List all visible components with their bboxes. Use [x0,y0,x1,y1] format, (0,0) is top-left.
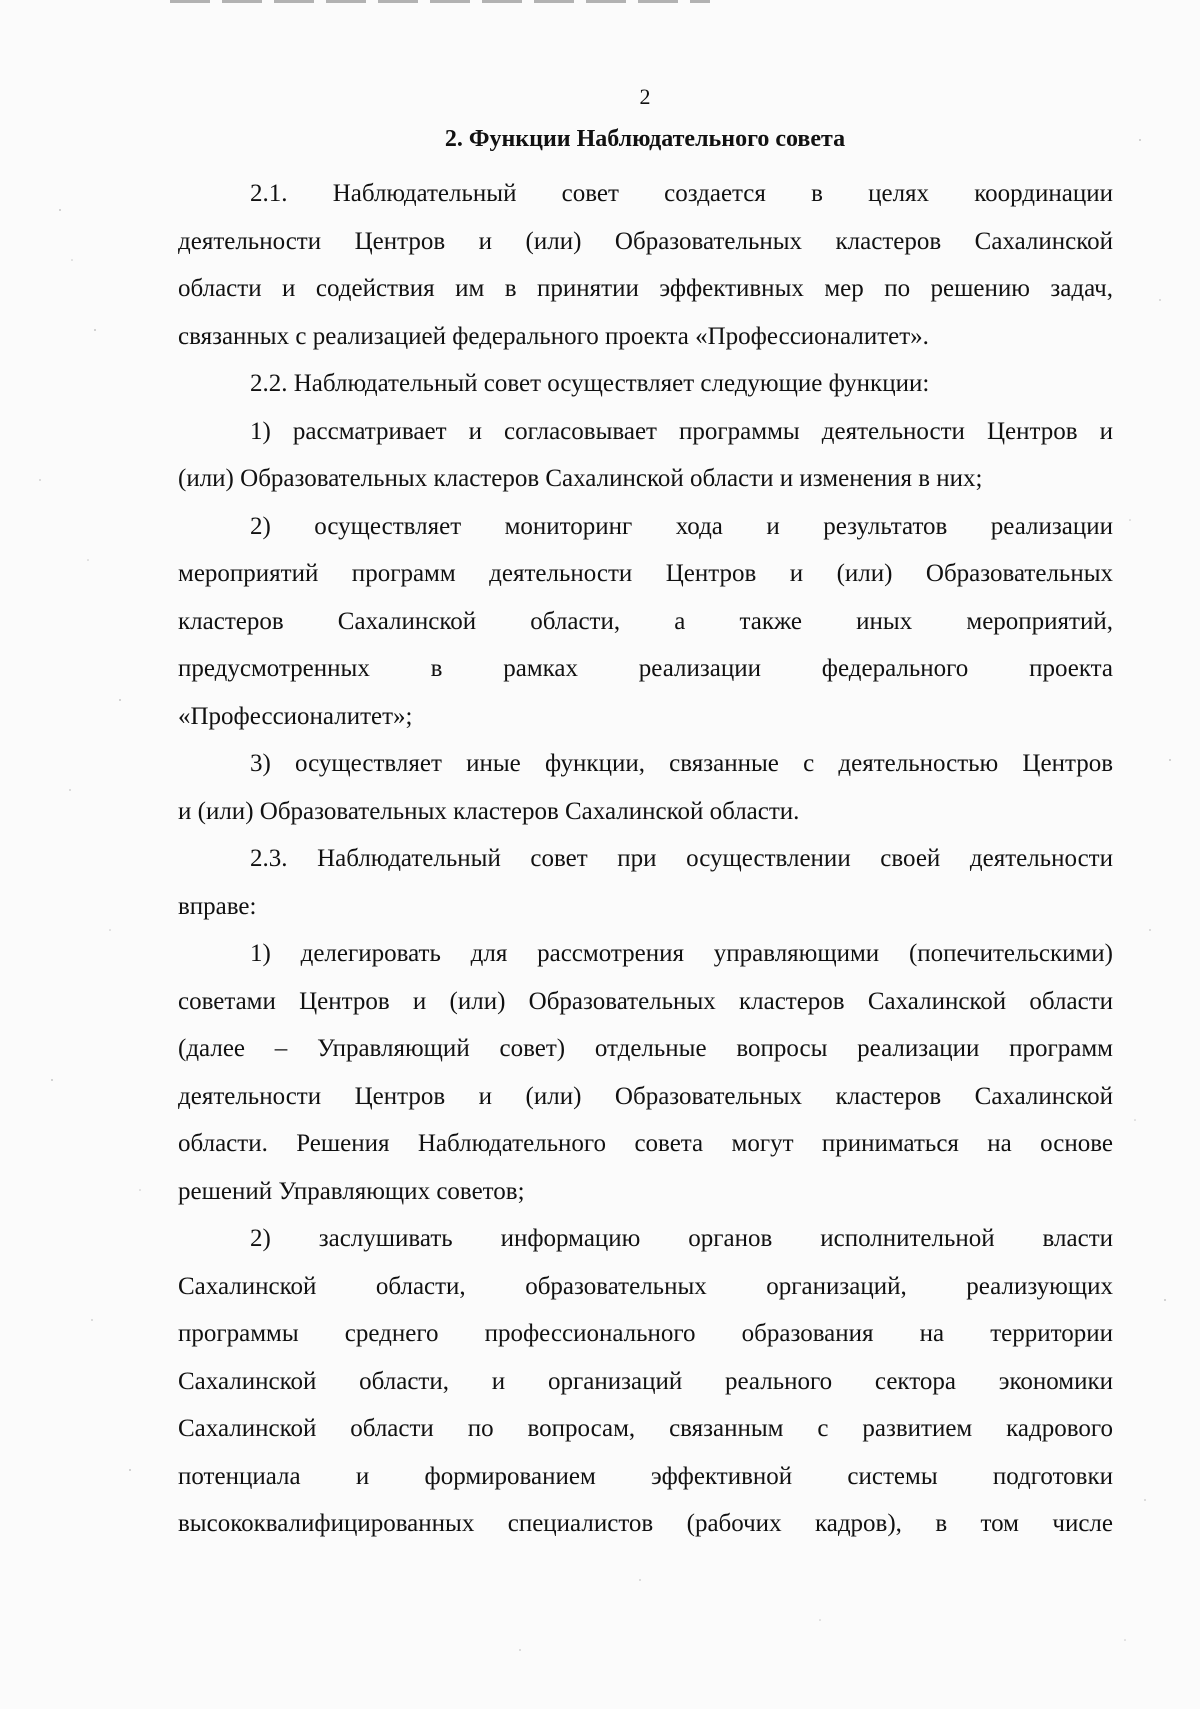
text-line: вправе: [178,892,257,920]
paragraph-2-2 [178,360,1113,408]
text-line: 2) осуществляет мониторинг хода и результатов реализации [250,512,1113,540]
text-line: области. Решения Наблюдательного совета могут приниматься на основе [178,1130,1113,1157]
list-item-2-2-3 [178,740,1113,835]
text-line: 2.2. Наблюдательный совет осуществляет следующие функции: [250,370,930,397]
text-line: программы среднего профессионального образования на территории [178,1320,1113,1347]
text-line: 1) делегировать для рассмотрения управляющими (попечительскими) [250,940,1113,967]
text-line: предусмотренных в рамках реализации федерального проекта [178,655,1113,682]
text-line: 1) рассматривает и согласовывает программы деятельности Центров и [250,417,1113,445]
text-line: деятельности Центров и (или) Образовательных кластеров Сахалинской [178,1082,1113,1110]
text-line: советами Центров и (или) Образовательных кластеров Сахалинской области [178,987,1113,1015]
text-line: (или) Образовательных кластеров Сахалинской области и изменения в них; [178,465,983,492]
text-line: деятельности Центров и (или) Образовательных кластеров Сахалинской [178,227,1113,255]
text-line: (далее – Управляющий совет) отдельные вопросы реализации программ [178,1035,1113,1062]
paragraph-2-1 [178,170,1113,360]
text-line: связанных с реализацией федерального проекта «Профессионалитет». [178,322,929,350]
text-line: 2) заслушивать информацию органов исполнительной власти [250,1225,1113,1252]
scan-top-edge-mark [170,0,710,3]
section-heading: 2. Функции Наблюдательного совета [444,126,846,152]
text-line: мероприятий программ деятельности Центров и (или) Образовательных [178,560,1113,587]
text-line: потенциала и формированием эффективной системы подготовки [178,1462,1113,1490]
text-line: 2.3. Наблюдательный совет при осуществлении своей деятельности [250,845,1113,872]
paragraph-2-3 [178,835,1113,930]
text-line: области и содействия им в принятии эффективных мер по решению задач, [178,275,1113,302]
text-line: кластеров Сахалинской области, а также иных мероприятий, [178,607,1113,635]
text-line: решений Управляющих советов; [178,1177,525,1205]
document-body [178,170,1113,1548]
list-item-2-3-2 [178,1215,1113,1548]
page-number: 2 [639,84,651,109]
list-item-2-2-1 [178,408,1113,503]
text-line: Сахалинской области, образовательных организаций, реализующих [178,1272,1113,1300]
list-item-2-2-2 [178,503,1113,741]
text-line: 3) осуществляет иные функции, связанные с деятельностью Центров [250,750,1113,777]
text-line: Сахалинской области по вопросам, связанным с развитием кадрового [178,1415,1113,1442]
text-line: 2.1. Наблюдательный совет создается в целях координации [250,180,1113,207]
text-line: и (или) Образовательных кластеров Сахалинской области. [178,797,800,825]
text-line: «Профессионалитет»; [178,702,413,730]
list-item-2-3-1 [178,930,1113,1215]
text-line: Сахалинской области, и организаций реального сектора экономики [178,1367,1113,1395]
text-line: высококвалифицированных специалистов (рабочих кадров), в том числе [178,1510,1113,1537]
